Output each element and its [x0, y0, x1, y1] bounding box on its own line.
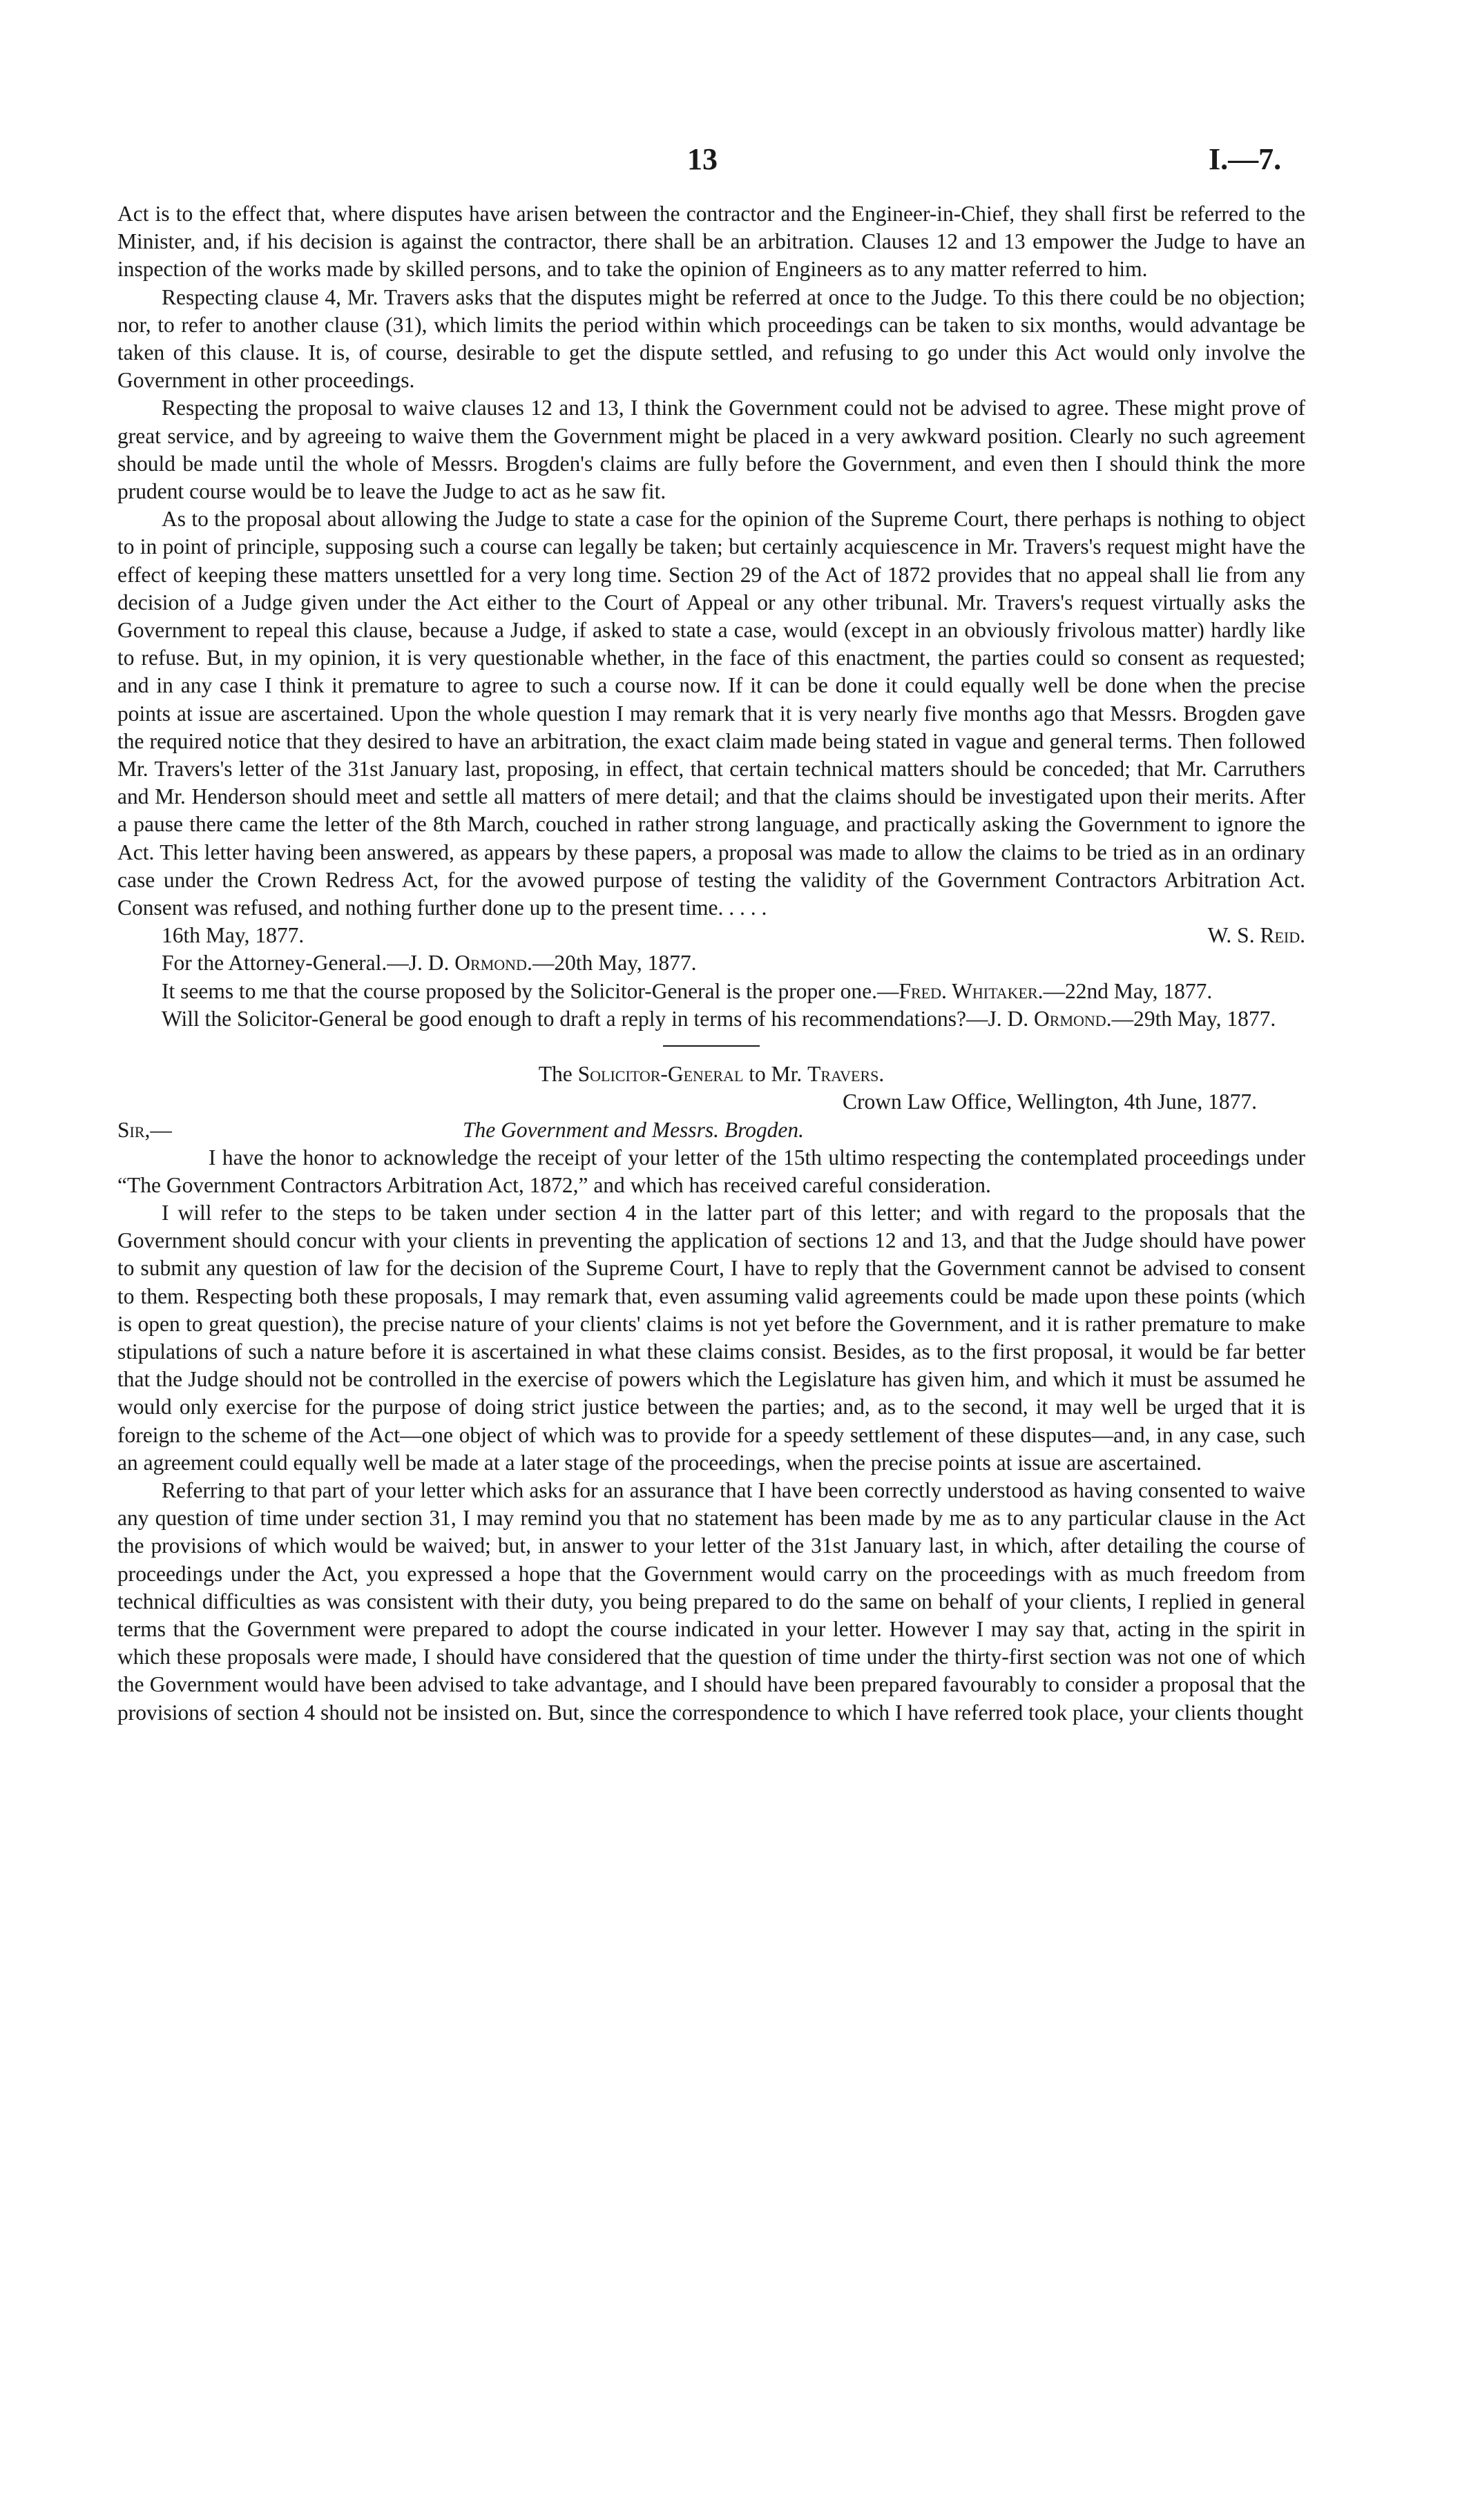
document-body — [117, 200, 1305, 1727]
memo-signature: W. S. Reid. — [1207, 923, 1305, 948]
paragraph: Respecting the proposal to waive clauses 12 and 13, I think the Government could not be advised to agree. These might prove of great service, and by agreeing to waive them the Government might be placed in a very awkward position. Clearly no such agreement should be made until the whole of Messrs. Brogden's claims are fully before the Government, and even then I should think the more prudent course would be to leave the Judge to act as he saw fit. — [117, 396, 1305, 504]
minute-note: It seems to me that the course proposed by the Solicitor-General is the proper one.—Fred. Whitaker.—22nd May, 1877. — [162, 978, 1213, 1003]
paragraph: As to the proposal about allowing the Judge to state a case for the opinion of the Supreme Court, there perhaps is nothing to object to in point of principle, supposing such a course can legally be taken; but certainly acquiescence in Mr. Travers's request might have the effect of keeping these matters unsettled for a very long time. Section 29 of the Act of 1872 provides that no appeal shall lie from any decision of a Judge given under the Act either to the Court of Appeal or any other tribunal. Mr. Travers's request virtually asks the Government to repeal this clause, because a Judge, if asked to state a case, would (except in an obviously frivolous matter) hardly like to refuse. But, in my opinion, it is very questionable whether, in the face of this enactment, the parties could so consent as requested; and in any case I think it premature to agree to such a course now. If it can be done it could equally well be done when the precise points at issue are ascertained. Upon the whole question I may remark that it is very nearly five months ago that Messrs. Brogden gave the required notice that they desired to have an arbitration, the exact claim made being stated in vague and general terms. Then followed Mr. Travers's letter of the 31st January last, proposing, in effect, that certain technical matters should be conceded; that Mr. Carruthers and Mr. Henderson should meet and settle all matters of mere detail; and that the claims should be investigated upon their merits. After a pause there came the letter of the 8th March, couched in rather strong language, and practically asking the Government to ignore the Act. This letter having been answered, as appears by these papers, a proposal was made to allow the claims to be tried as in an ordinary case under the Crown Redress Act, for the avowed purpose of testing the validity of the Government Contractors Arbitration Act. Consent was refused, and nothing further done up to the present time. . . . . — [117, 507, 1305, 920]
document-reference: I.—7. — [1209, 142, 1282, 176]
letter-paragraph: I have the honor to acknowledge the receipt of your letter of the 15th ultimo respecting the contemplated proceedings under “The Government Contractors Arbitration Act, 1872,” and which has received careful consideration. — [117, 1145, 1305, 1197]
letter-subject: The Government and Messrs. Brogden. — [463, 1117, 805, 1142]
letter-heading: The Solicitor-General to Mr. Travers. — [538, 1062, 885, 1087]
salutation-line — [117, 1116, 1305, 1144]
minute-note: For the Attorney-General.—J. D. Ormond.—20th May, 1877. — [162, 951, 697, 976]
letter-paragraph: Referring to that part of your letter which asks for an assurance that I have been correctly understood as having consented to waive any question of time under section 31, I may remind you that no statement has been made by me as to any particular clause in the Act the provisions of which would be waived; but, in answer to your letter of the 31st January last, in which, after detailing the course of proceedings under the Act, you expressed a hope that the Government would carry on the proceedings with as much freedom from technical difficulties as was consistent with their duty, you being prepared to do the same on behalf of your clients, I replied in general terms that the Government were prepared to adopt the course indicated in your letter. However I may say that, acting in the spirit in which these proposals were made, I should have considered that the question of time under the thirty-first section was not one of which the Government would have been advised to take advantage, and I should have been prepared favourably to consider a proposal that the provisions of section 4 should not be insisted on. But, since the correspondence to which I have referred took place, your clients thought — [117, 1477, 1305, 1725]
page-number: 13 — [687, 142, 718, 176]
letter-paragraph: I will refer to the steps to be taken under section 4 in the latter part of this letter; and with regard to the proposals that the Government should concur with your clients in preventing the application of sections 12 and 13, and that the Judge should have power to submit any question of law for the decision of the Supreme Court, I have to reply that the Government cannot be advised to consent to them. Respecting both these proposals, I may remark that, even assuming valid agreements could be made upon these points (which is open to great question), the precise nature of your clients' claims is not yet before the Government, and it is rather premature to make stipulations of such a nature before it is ascertained in what these claims consist. Besides, as to the first proposal, it would be far better that the Judge should not be controlled in the exercise of powers which the Legislature has given him, and which it must be assumed he would only exercise for the purpose of doing strict justice between the parties; and, as to the second, it may well be urged that it is foreign to the scheme of the Act—one object of which was to provide for a speedy settlement of these disputes—and, in any case, such an agreement could equally well be made at a later stage of the proceedings, when the precise points at issue are ascertained. — [117, 1200, 1305, 1475]
minute-note: Will the Solicitor-General be good enough to draft a reply in terms of his recommendations?—J. D. Ormond.—29th May, 1877. — [162, 1006, 1276, 1031]
page-header — [0, 142, 1460, 183]
letter-address: Crown Law Office, Wellington, 4th June, 1877. — [843, 1089, 1257, 1114]
paragraph: Act is to the effect that, where disputes have arisen between the contractor and the Engineer-in-Chief, they shall first be referred to the Minister, and, if his decision is against the contractor, there shall be an arbitration. Clauses 12 and 13 empower the Judge to have an inspection of the works made by skilled persons, and to take the opinion of Engineers as to any matter referred to him. — [117, 202, 1305, 282]
memo-signoff — [117, 922, 1305, 949]
paragraph: Respecting clause 4, Mr. Travers asks that the disputes might be referred at once to the Judge. To this there could be no objection; nor, to refer to another clause (31), which limits the period within which proceedings can be taken to six months, would advantage be taken of this clause. It is, of course, desirable to get the dispute settled, and refusing to go under this Act would only involve the Government in other proceedings. — [117, 284, 1305, 393]
salutation: Sir,— — [117, 1117, 172, 1142]
memo-date: 16th May, 1877. — [162, 923, 305, 948]
section-divider — [663, 1045, 760, 1047]
